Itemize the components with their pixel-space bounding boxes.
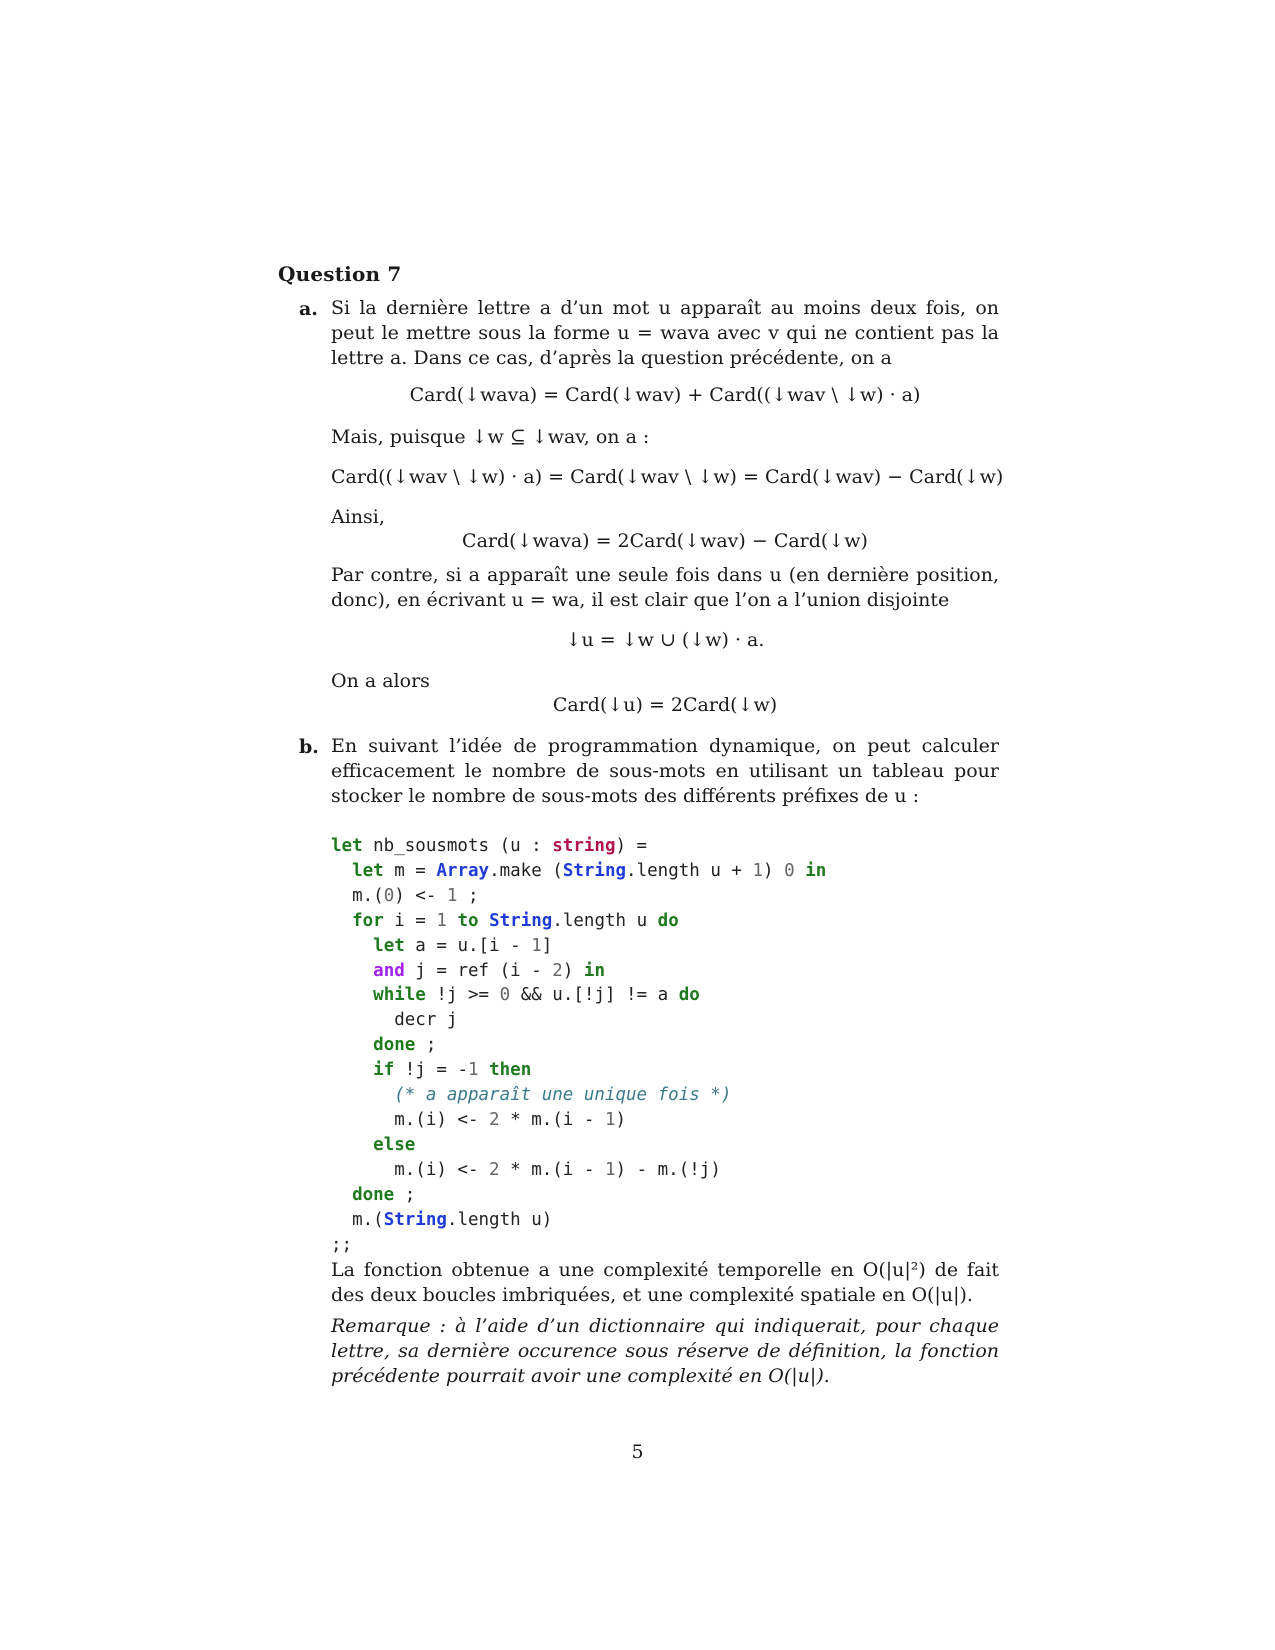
code-line: while !j >= 0 && u.[!j] != a do: [373, 985, 700, 1006]
part-a-text-4: Par contre, si a apparaît une seule fois dans u (en dernière position, donc), en écrivant u = wa, il est clair que l’on a l’union disjointe: [331, 564, 999, 611]
complexity-text: La fonction obtenue a une complexité temporelle en O(|u|²) de fait des deux boucles imbriquées, et une complexité spatiale en O(|u|).: [331, 1259, 999, 1306]
part-a-label: a.: [299, 298, 318, 320]
equation-4: ↓u = ↓w ∪ (↓w) · a.: [565, 629, 765, 651]
part-b-intro: En suivant l’idée de programmation dynamique, on peut calculer efficacement le nombre de sous-mots en utilisant un tableau pour stocker le nombre de sous-mots des différents préfixes de u :: [331, 735, 999, 807]
question-heading: Question 7: [278, 262, 402, 286]
code-line: let a = u.[i - 1]: [373, 935, 553, 956]
code-line: else: [373, 1134, 416, 1155]
code-line: ;;: [331, 1234, 353, 1255]
code-line: m.(i) <- 2 * m.(i - 1): [331, 1109, 627, 1130]
equation-1: Card(↓wava) = Card(↓wav) + Card((↓wav \ ↓w) · a): [409, 384, 921, 406]
code-line: m.(0) <- 1 ;: [331, 885, 479, 906]
part-b-label: b.: [299, 736, 319, 758]
code-line: decr j: [331, 1010, 458, 1031]
code-line: if !j = -1 then: [373, 1060, 532, 1081]
equation-3: Card(↓wava) = 2Card(↓wav) − Card(↓w): [462, 530, 868, 552]
code-line: done ;: [352, 1184, 416, 1205]
code-line: for i = 1 to String.length u do: [352, 910, 679, 931]
page-number: 5: [631, 1441, 644, 1463]
code-line: done ;: [373, 1035, 437, 1056]
part-a-text-5: On a alors: [331, 670, 430, 692]
code-block: [331, 834, 826, 1257]
part-a-text-2: Mais, puisque ↓w ⊆ ↓wav, on a :: [331, 426, 650, 448]
part-a-intro: Si la dernière lettre a d’un mot u apparaît au moins deux fois, on peut le mettre sous la forme u = wava avec v qui ne contient pas la lettre a. Dans ce cas, d’après la question précédente, on a: [331, 297, 999, 369]
code-line: let nb_sousmots (u : string) =: [331, 836, 648, 856]
equation-2: Card((↓wav \ ↓w) · a) = Card(↓wav \ ↓w) = Card(↓wav) − Card(↓w): [331, 466, 1004, 488]
code-line: m.(i) <- 2 * m.(i - 1) - m.(!j): [331, 1159, 721, 1180]
code-line: and j = ref (i - 2) in: [373, 960, 605, 981]
remark-text: Remarque : à l’aide d’un dictionnaire qui indiquerait, pour chaque lettre, sa dernière occurence sous réserve de définition, la fonction précédente pourrait avoir une complexité en O(|u|).: [331, 1315, 999, 1387]
code-line: m.(String.length u): [331, 1209, 553, 1230]
part-a-text-3: Ainsi,: [331, 506, 385, 528]
equation-5: Card(↓u) = 2Card(↓w): [552, 694, 778, 716]
code-line: (* a apparaît une unique fois *): [394, 1085, 732, 1106]
code-line: let m = Array.make (String.length u + 1) 0 in: [352, 860, 827, 881]
